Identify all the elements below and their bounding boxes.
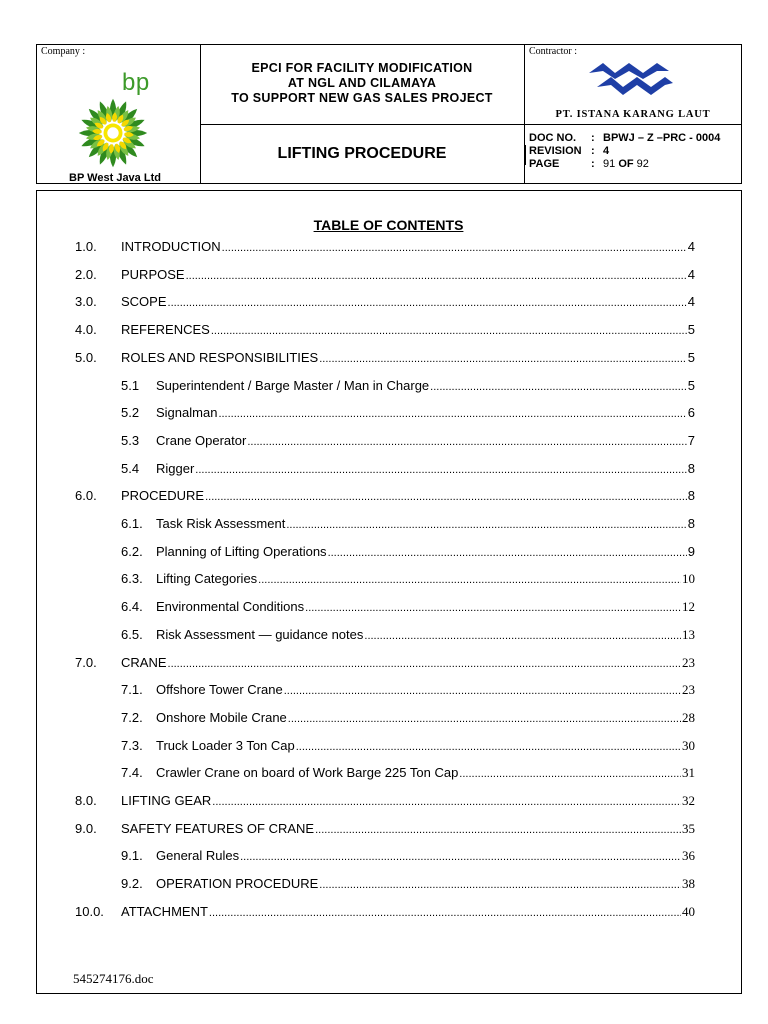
page-value: 91 bbox=[603, 158, 616, 170]
project-title-line-1: EPCI FOR FACILITY MODIFICATION bbox=[251, 61, 473, 75]
toc-entry-label: Planning of Lifting Operations bbox=[156, 543, 327, 559]
company-label: Company : bbox=[41, 46, 86, 57]
toc-entry[interactable] bbox=[75, 516, 695, 532]
toc-entry[interactable] bbox=[75, 433, 695, 449]
toc-entry-number: 10.0. bbox=[75, 903, 104, 919]
toc-entry[interactable] bbox=[75, 267, 695, 283]
toc-leader-dots bbox=[459, 768, 681, 780]
toc-entry[interactable] bbox=[75, 571, 695, 587]
toc-entry[interactable] bbox=[75, 461, 695, 477]
toc-leader-dots bbox=[209, 907, 681, 919]
revision-colon: : bbox=[591, 145, 595, 157]
toc-entry-label: Signalman bbox=[156, 405, 218, 421]
toc-entry-page: 5 bbox=[687, 377, 695, 393]
toc-entry-page: 8 bbox=[687, 516, 695, 531]
toc-leader-dots bbox=[212, 796, 681, 808]
toc-leader-dots bbox=[240, 851, 681, 863]
bp-helios-logo-icon bbox=[75, 95, 151, 171]
toc-entry-label: INTRODUCTION bbox=[121, 239, 221, 254]
project-title-cell bbox=[201, 45, 525, 125]
toc-entry-label: Onshore Mobile Crane bbox=[156, 709, 287, 725]
toc-entry-number: 5.4 bbox=[121, 460, 140, 476]
doc-no-label: DOC NO. bbox=[529, 132, 577, 144]
toc-entry-label: CRANE bbox=[121, 654, 167, 670]
toc-entry-number: 9.1. bbox=[121, 848, 143, 864]
toc-leader-dots bbox=[286, 519, 686, 531]
toc-entry[interactable] bbox=[75, 405, 695, 421]
project-title-line-2: AT NGL AND CILAMAYA bbox=[287, 76, 437, 90]
toc-entry[interactable] bbox=[75, 710, 695, 726]
toc-entry-label: General Rules bbox=[156, 848, 240, 864]
toc-entry[interactable] bbox=[75, 765, 695, 781]
doc-no-value: BPWJ – Z –PRC - 0004 bbox=[603, 132, 721, 144]
toc-entry-page: 38 bbox=[682, 876, 695, 892]
toc-entry-label: OPERATION PROCEDURE bbox=[156, 876, 319, 892]
toc-title: TABLE OF CONTENTS bbox=[313, 217, 464, 233]
toc-entry-label: ATTACHMENT bbox=[121, 903, 208, 919]
page-colon: : bbox=[591, 158, 595, 170]
toc-leader-dots bbox=[258, 574, 681, 586]
footer-filename: 545274176.doc bbox=[73, 971, 154, 986]
toc-entry-page: 13 bbox=[682, 626, 695, 642]
toc-entry-page: 23 bbox=[682, 682, 695, 698]
contractor-wave-logo-icon bbox=[585, 59, 675, 101]
toc-leader-dots bbox=[284, 685, 681, 697]
toc-leader-dots bbox=[168, 658, 681, 670]
toc-entry[interactable] bbox=[75, 350, 695, 366]
toc-entry-page: 4 bbox=[687, 294, 695, 310]
toc-entry[interactable] bbox=[75, 239, 695, 255]
toc-entry-page: 30 bbox=[682, 737, 695, 753]
page-row bbox=[529, 158, 720, 171]
toc-entry-page: 4 bbox=[687, 239, 695, 254]
toc-entry-page: 4 bbox=[687, 266, 695, 282]
toc-entry-number: 5.3 bbox=[121, 432, 140, 448]
toc-entry-number: 5.0. bbox=[75, 349, 97, 365]
toc-entry-label: Lifting Categories bbox=[156, 571, 258, 587]
toc-entry[interactable] bbox=[75, 322, 695, 338]
toc-entry-label: LIFTING GEAR bbox=[121, 793, 212, 808]
page-label: PAGE bbox=[529, 158, 560, 170]
company-cell bbox=[37, 45, 201, 184]
bp-logo-text: bp bbox=[122, 69, 150, 96]
revision-label: REVISION bbox=[529, 145, 582, 157]
toc-entry[interactable] bbox=[75, 682, 695, 698]
contractor-name: PT. ISTANA KARANG LAUT bbox=[555, 109, 711, 120]
toc-leader-dots bbox=[296, 741, 681, 753]
procedure-title: LIFTING PROCEDURE bbox=[277, 145, 447, 162]
document-info-cell bbox=[525, 125, 741, 184]
toc-entry-label: PROCEDURE bbox=[121, 488, 205, 504]
toc-leader-dots bbox=[319, 879, 681, 891]
toc-entry-page: 5 bbox=[687, 349, 695, 365]
toc-entry-number: 3.0. bbox=[75, 294, 97, 310]
toc-entry-page: 6 bbox=[687, 405, 695, 421]
toc-entry-number: 9.2. bbox=[121, 876, 143, 892]
toc-entry-number: 6.4. bbox=[121, 599, 143, 615]
toc-entry-page: 40 bbox=[682, 903, 695, 919]
toc-entry-page: 9 bbox=[687, 543, 695, 559]
toc-entry-label: SCOPE bbox=[121, 294, 167, 310]
revision-value: 4 bbox=[603, 145, 610, 157]
toc-leader-dots bbox=[288, 713, 681, 725]
toc-entry-page: 23 bbox=[682, 654, 695, 670]
toc-entry[interactable] bbox=[75, 378, 695, 394]
toc-entry-page: 31 bbox=[682, 765, 695, 781]
document-header bbox=[36, 44, 742, 184]
document-info bbox=[529, 132, 720, 171]
toc-entry-page: 32 bbox=[682, 793, 695, 808]
toc-entry[interactable] bbox=[75, 488, 695, 504]
toc-entry-number: 5.1 bbox=[121, 377, 140, 393]
toc-entry-page: 35 bbox=[682, 820, 695, 836]
toc-leader-dots bbox=[218, 408, 686, 420]
toc-entry-label: Rigger bbox=[156, 460, 195, 476]
toc-leader-dots bbox=[315, 824, 681, 836]
page-info bbox=[603, 158, 649, 171]
toc-entry-page: 5 bbox=[687, 322, 695, 338]
toc-entry[interactable] bbox=[75, 793, 695, 809]
toc-leader-dots bbox=[305, 602, 681, 614]
toc-entry-label: SAFETY FEATURES OF CRANE bbox=[121, 820, 315, 836]
company-name: BP West Java Ltd bbox=[69, 172, 161, 184]
toc-entry-page: 28 bbox=[682, 709, 695, 725]
toc-entry-label: PURPOSE bbox=[121, 266, 185, 282]
toc-entry-number: 7.2. bbox=[121, 709, 143, 725]
toc-entry-label: Crawler Crane on board of Work Barge 225 Ton Cap bbox=[156, 765, 459, 781]
toc-entry-label: ROLES AND RESPONSIBILITIES bbox=[121, 349, 319, 365]
toc-entry-number: 1.0. bbox=[75, 239, 97, 254]
toc-entry-number: 2.0. bbox=[75, 266, 97, 282]
procedure-title-cell bbox=[201, 125, 525, 184]
doc-no-colon: : bbox=[591, 132, 595, 144]
table-of-contents-page bbox=[36, 190, 742, 994]
toc-entry[interactable] bbox=[75, 627, 695, 643]
contractor-label: Contractor : bbox=[529, 46, 578, 57]
toc-entry-number: 7.0. bbox=[75, 654, 97, 670]
toc-entry-label: Superintendent / Barge Master / Man in Charge bbox=[156, 377, 430, 393]
toc-entry[interactable] bbox=[75, 848, 695, 864]
toc-entry[interactable] bbox=[75, 544, 695, 560]
toc-leader-dots bbox=[319, 353, 687, 365]
toc-leader-dots bbox=[328, 547, 687, 559]
toc-entry-number: 5.2 bbox=[121, 405, 140, 421]
toc-leader-dots bbox=[195, 464, 686, 476]
toc-entry-number: 7.1. bbox=[121, 682, 143, 698]
toc-entry-page: 8 bbox=[687, 460, 695, 476]
toc-entry-page: 7 bbox=[687, 432, 695, 448]
project-title-line-3: TO SUPPORT NEW GAS SALES PROJECT bbox=[231, 91, 493, 105]
toc-entry[interactable] bbox=[75, 821, 695, 837]
toc-entry-number: 7.3. bbox=[121, 737, 143, 753]
toc-entry[interactable] bbox=[75, 294, 695, 310]
toc-entry[interactable] bbox=[75, 599, 695, 615]
doc-no-row bbox=[529, 132, 720, 145]
toc-leader-dots bbox=[222, 242, 687, 254]
toc-entry-number: 6.1. bbox=[121, 516, 143, 531]
toc-entry[interactable] bbox=[75, 904, 695, 920]
toc-entry-page: 12 bbox=[682, 599, 695, 615]
toc-entry[interactable] bbox=[75, 876, 695, 892]
page-total: 92 bbox=[636, 158, 649, 170]
toc-entry-number: 6.0. bbox=[75, 488, 97, 504]
toc-entry-label: Crane Operator bbox=[156, 432, 247, 448]
toc-leader-dots bbox=[205, 491, 687, 503]
toc-entry[interactable] bbox=[75, 738, 695, 754]
toc-entry-number: 6.2. bbox=[121, 543, 143, 559]
revision-row bbox=[529, 145, 720, 158]
page-of: OF bbox=[618, 158, 634, 170]
toc-entry-number: 6.3. bbox=[121, 571, 143, 587]
toc-entry[interactable] bbox=[75, 655, 695, 671]
project-title bbox=[201, 61, 523, 106]
toc-leader-dots bbox=[186, 270, 687, 282]
toc-entry-label: Environmental Conditions bbox=[156, 599, 305, 615]
contractor-cell bbox=[525, 45, 741, 125]
toc-entry-label: REFERENCES bbox=[121, 322, 210, 338]
toc-entry-page: 10 bbox=[682, 571, 695, 587]
toc-leader-dots bbox=[211, 325, 687, 337]
toc-entry-page: 36 bbox=[682, 848, 695, 864]
toc-entry-page: 8 bbox=[687, 488, 695, 504]
toc-leader-dots bbox=[247, 436, 686, 448]
toc-leader-dots bbox=[168, 297, 687, 309]
toc-entry-label: Risk Assessment — guidance notes bbox=[156, 626, 364, 642]
toc-entry-number: 7.4. bbox=[121, 765, 143, 781]
toc-entry-label: Task Risk Assessment bbox=[156, 516, 286, 531]
toc-entry-number: 9.0. bbox=[75, 820, 97, 836]
toc-entry-number: 8.0. bbox=[75, 793, 97, 808]
toc-entry-label: Offshore Tower Crane bbox=[156, 682, 283, 698]
toc-leader-dots bbox=[430, 381, 687, 393]
toc-entry-number: 4.0. bbox=[75, 322, 97, 338]
toc-entry-label: Truck Loader 3 Ton Cap bbox=[156, 737, 295, 753]
toc-entry-number: 6.5. bbox=[121, 626, 143, 642]
toc-leader-dots bbox=[364, 630, 681, 642]
